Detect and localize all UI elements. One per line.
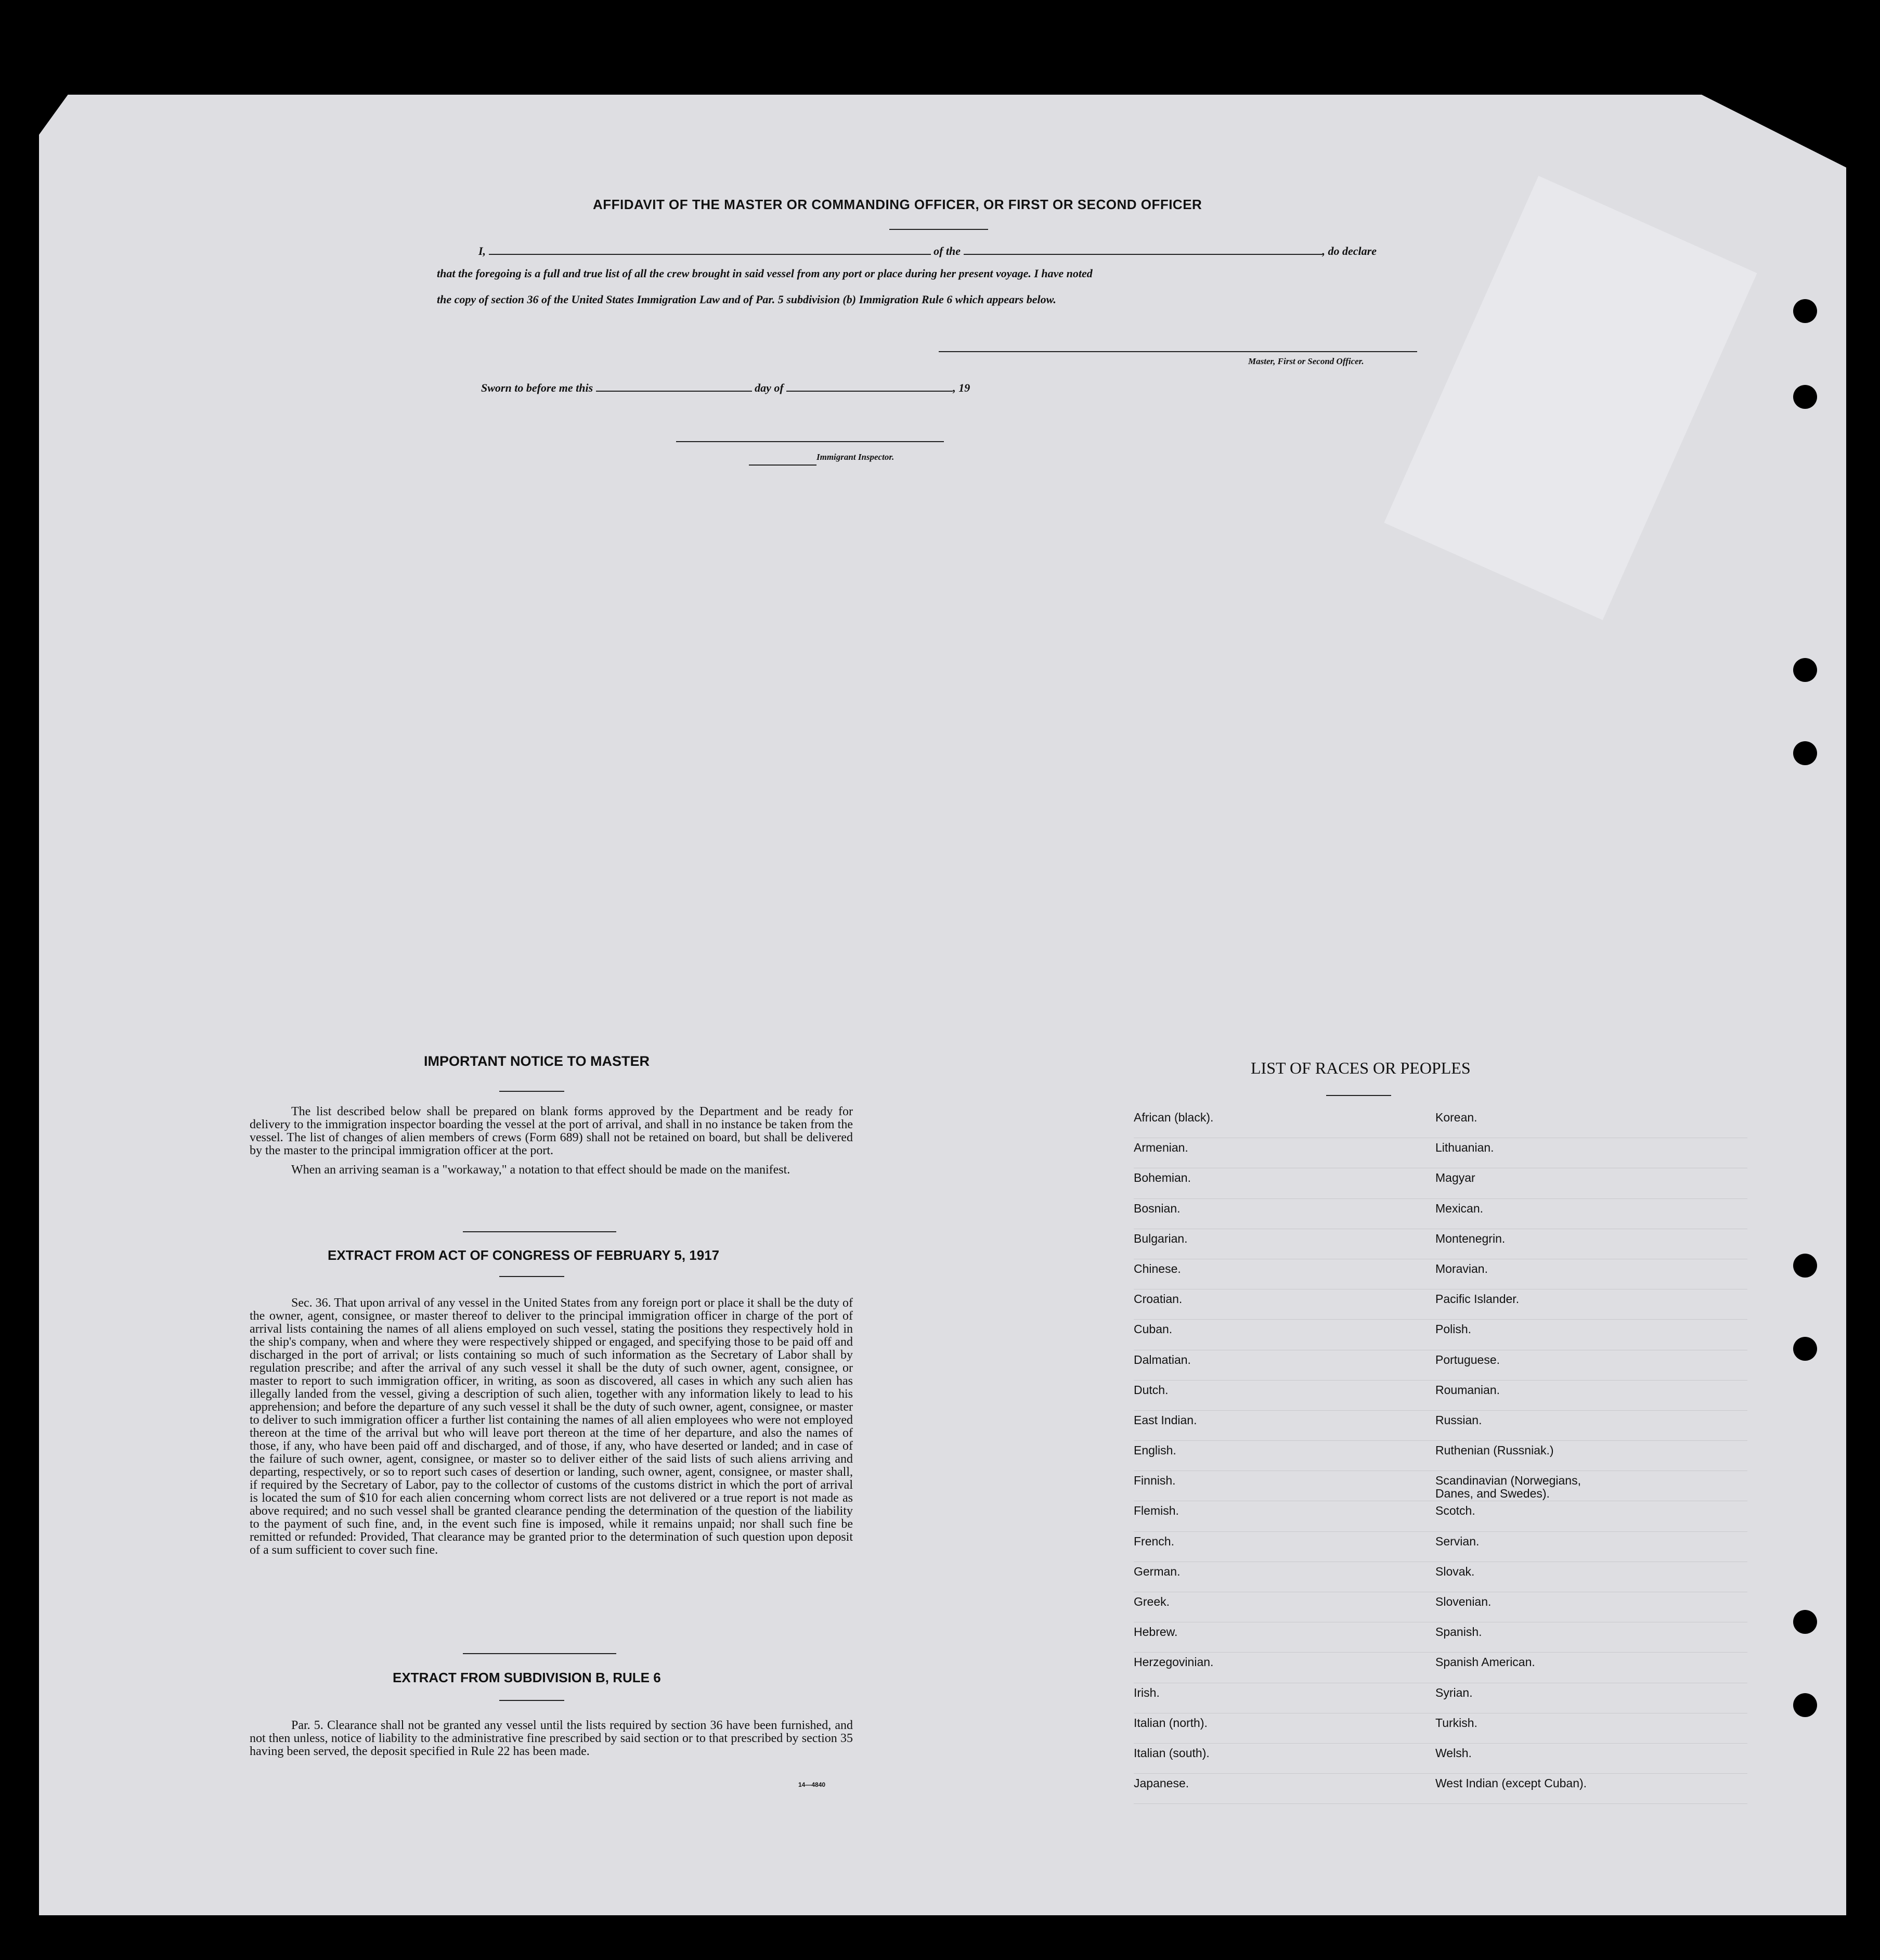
races-table [1134,1108,1747,1804]
race-row [1134,1168,1747,1198]
race-left: Bulgarian. [1134,1231,1188,1245]
race-row [1134,1441,1747,1471]
race-left: Bohemian. [1134,1171,1191,1185]
punch-hole [1793,1693,1817,1717]
act-title: EXTRACT FROM ACT OF CONGRESS OF FEBRUARY 5, 1917 [328,1247,720,1263]
notice-para2: When an arriving seaman is a "workaway," a notation to that effect should be made on the manifest. [291,1163,790,1177]
race-right: Korean. [1435,1111,1477,1124]
race-right: Mexican. [1435,1201,1484,1215]
race-left: Dutch. [1134,1383,1169,1397]
race-row [1134,1199,1747,1229]
race-right: Russian. [1435,1413,1482,1427]
race-row [1134,1471,1747,1501]
race-left: Irish. [1134,1685,1160,1699]
day-blank[interactable] [596,388,752,392]
rule-text: Par. 5. Clearance shall not be granted any vessel until the lists required by section 36 have been furnished, and not then unless, notice of liability to the administrative fine prescribed by said section or to that prescribed by section 35 having been served, the deposit specified in Rule 22 has been made. [250,1719,853,1758]
race-row [1134,1411,1747,1441]
race-row [1134,1653,1747,1683]
affidavit-line1-start: I, [478,244,486,257]
act-body [250,1297,853,1563]
race-row [1134,1501,1747,1531]
race-left: East Indian. [1134,1413,1197,1427]
divider [889,229,988,230]
race-row [1134,1532,1747,1562]
race-right: Portuguese. [1435,1352,1500,1366]
race-left: English. [1134,1443,1176,1458]
signature-label: Master, First or Second Officer. [1248,356,1364,366]
race-right: Montenegrin. [1435,1231,1506,1245]
sworn-end: , 19 [953,381,970,394]
name-blank[interactable] [489,251,931,255]
divider [463,1653,616,1654]
punch-hole [1793,741,1817,765]
affidavit-line1-mid: of the [933,244,961,257]
notice-body [250,1105,853,1183]
affidavit-line2: that the foregoing is a full and true list of all the crew brought in said vessel from any port or place during her present voyage. I have noted [437,267,1093,280]
punch-hole [1793,385,1817,409]
race-row [1134,1290,1747,1320]
race-left: Italian (north). [1134,1716,1208,1730]
race-left: Dalmatian. [1134,1352,1191,1366]
affidavit-title: AFFIDAVIT OF THE MASTER OR COMMANDING OFFICER, OR FIRST OR SECOND OFFICER [593,197,1202,212]
form-number: 14—4840 [798,1781,826,1788]
race-right: Spanish. [1435,1625,1482,1639]
race-left: Bosnian. [1134,1201,1181,1215]
race-row [1134,1683,1747,1713]
race-left: Hebrew. [1134,1625,1178,1639]
month-blank[interactable] [786,388,953,392]
inspector-signature-line[interactable] [676,441,944,442]
race-right: Magyar [1435,1171,1475,1185]
race-right: Roumanian. [1435,1383,1500,1397]
race-right: Pacific Islander. [1435,1292,1520,1306]
race-right: Spanish American. [1435,1655,1535,1669]
race-right: Ruthenian (Russniak.) [1435,1443,1554,1458]
race-left: Finnish. [1134,1474,1176,1488]
race-row [1134,1350,1747,1381]
race-left: Herzegovinian. [1134,1655,1214,1669]
race-left: French. [1134,1534,1174,1548]
signature-line[interactable] [939,351,1417,352]
sworn-line [481,381,1079,395]
race-row [1134,1229,1747,1259]
race-row [1134,1138,1747,1168]
sworn-start: Sworn to before me this [481,381,593,394]
divider [499,1091,564,1092]
race-left: Armenian. [1134,1141,1188,1155]
race-row [1134,1592,1747,1622]
race-right: Slovak. [1435,1564,1475,1578]
vessel-blank[interactable] [964,251,1323,255]
rule-title: EXTRACT FROM SUBDIVISION B, RULE 6 [393,1670,661,1685]
race-left: Flemish. [1134,1504,1179,1518]
notice-para1: The list described below shall be prepared on blank forms approved by the Department and be ready for delivery to the immigration inspector boarding the vessel at the port of arrival, and shall in no instance be taken from the vessel. The list of changes of alien members of crews (Form 689) shall not be retained on board, but shall be delivered by the master to the principal immigration officer at the port. [250,1105,853,1157]
divider [463,1231,616,1232]
punch-hole [1793,1610,1817,1634]
race-left: Greek. [1134,1595,1170,1608]
race-left: Croatian. [1134,1292,1183,1306]
race-right: Servian. [1435,1534,1480,1548]
punch-hole [1793,1254,1817,1278]
race-row [1134,1108,1747,1138]
inspector-label: Immigrant Inspector. [816,452,894,462]
divider [499,1700,564,1701]
inspector-short-line [749,465,816,466]
punch-hole [1793,658,1817,682]
race-row [1134,1381,1747,1411]
race-row [1134,1744,1747,1774]
race-left: Cuban. [1134,1322,1173,1336]
race-right: Syrian. [1435,1685,1473,1699]
race-right: Scotch. [1435,1504,1475,1518]
race-right: West Indian (except Cuban). [1435,1776,1587,1790]
race-right: Lithuanian. [1435,1141,1494,1155]
divider [499,1276,564,1277]
act-text: Sec. 36. That upon arrival of any vessel in the United States from any foreign port or place it shall be the duty of the owner, agent, consignee, or master thereof to deliver to the principal immigration officer in charge of the port of arrival lists containing the names of all aliens employed on such vessel, stating the positions they respectively hold in the ship's company, when and where they were respectively shipped or engaged, and specifying those to be paid off and discharged in the port of arrival; or lists containing so much of such information as the Secretary of Labor shall by regulation prescribe; and after the arrival of any such vessel it shall be the duty of such owner, agent, consignee, or master to report to such immigration officer, in writing, as soon as discovered, all cases in which any such alien has illegally landed from the vessel, giving a description of such alien, together with any information likely to lead to his apprehension; and before the departure of any such vessel it shall be the duty of such owner, agent, consignee, or master to deliver to such immigration officer a further list containing the names of all alien employees who were not employed thereon at the time of the arrival but who will leave port thereon at the time of her departure, and also the names of those, if any, who have been paid off and discharged, and of those, if any, who have deserted or landed; and in case of the failure of such owner, agent, consignee, or master so to deliver either of the said lists of such aliens arriving and departing, respectively, or so to report such cases of desertion or landing, such owner, agent, consignee, or master shall, if required by the Secretary of Labor, pay to the collector of customs of the customs district in which the port of arrival is located the sum of $10 for each alien concerning whom correct lists are not delivered or a true report is not made as above required; and no such vessel shall be granted clearance pending the determination of the question of the liability to the payment of such fine, and, in the event such fine is imposed, while it remains unpaid; nor shall such fine be remitted or refunded: Provided, That clearance may be granted prior to the determination of such question upon deposit of a sum sufficient to cover such fine. [250,1296,853,1557]
affidavit-line3: the copy of section 36 of the United States Immigration Law and of Par. 5 subdivision (b) Immigration Rule 6 which appears below. [437,293,1056,306]
race-left: Italian (south). [1134,1746,1210,1760]
race-row [1134,1713,1747,1744]
race-right: Moravian. [1435,1261,1488,1275]
race-left: Japanese. [1134,1776,1189,1790]
races-title: LIST OF RACES OR PEOPLES [1251,1059,1471,1077]
punch-hole [1793,1337,1817,1361]
race-right: Slovenian. [1435,1595,1492,1608]
sworn-mid: day of [755,381,784,394]
race-right: Scandinavian (Norwegians, Danes, and Swedes). [1435,1474,1581,1501]
punch-hole [1793,299,1817,323]
race-right: Welsh. [1435,1746,1472,1760]
race-row [1134,1622,1747,1653]
race-left: German. [1134,1564,1181,1578]
race-right: Turkish. [1435,1716,1477,1730]
divider [1326,1095,1391,1096]
notice-title: IMPORTANT NOTICE TO MASTER [424,1053,650,1069]
race-left: African (black). [1134,1111,1214,1124]
race-right: Polish. [1435,1322,1472,1336]
race-row [1134,1320,1747,1350]
rule-body [250,1719,853,1764]
race-left: Chinese. [1134,1261,1181,1275]
race-row [1134,1259,1747,1290]
race-row [1134,1562,1747,1592]
affidavit-line1 [478,244,1409,258]
race-row [1134,1774,1747,1804]
affidavit-line1-end: , do declare [1322,244,1377,257]
